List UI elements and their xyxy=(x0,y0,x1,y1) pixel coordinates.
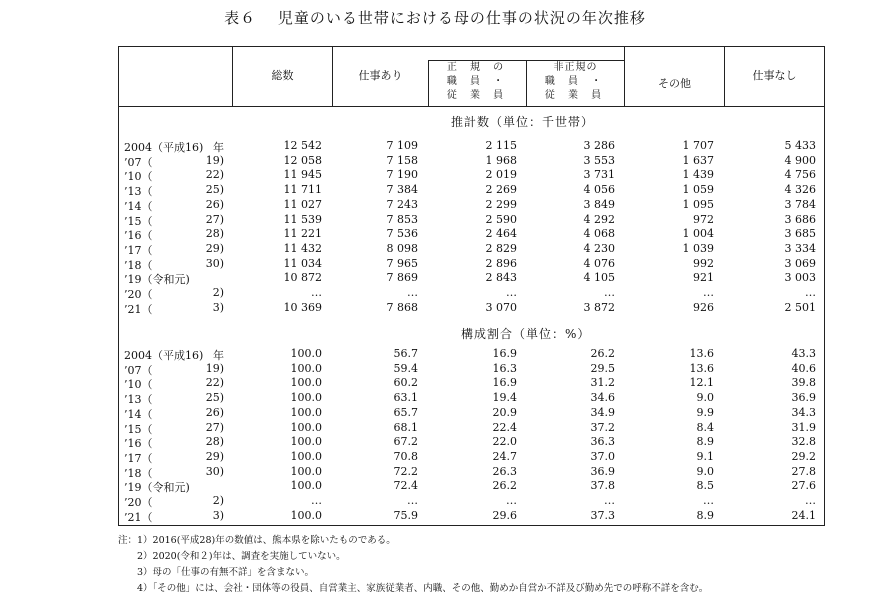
row-year-main: ’16（ xyxy=(124,437,153,451)
cell-not-working: 5 433 xyxy=(784,139,816,152)
column-header-not-working: 仕事なし xyxy=(752,69,797,82)
cell-nonregular: 3 553 xyxy=(583,153,615,167)
row-year-era: 3) xyxy=(212,300,224,314)
table-title-text: 児童のいる世帯における母の仕事の状況の年次推移 xyxy=(277,9,646,27)
cell-nonregular: 37.3 xyxy=(590,508,615,522)
row-year-label xyxy=(124,139,224,153)
cell-not-working: 3 003 xyxy=(784,271,816,285)
footnote-4: 4）「その他」には、会社・団体等の役員、自営業主、家族従業者、内職、その他、勤めか自営か不詳及び勤め先での呼称不詳を含む。 xyxy=(118,583,709,594)
cell-not-working: 36.9 xyxy=(791,391,816,405)
row-year-label xyxy=(124,391,224,405)
row-year-label xyxy=(124,421,224,435)
cell-working: 63.1 xyxy=(393,391,418,405)
bottom-rule xyxy=(118,525,825,526)
cell-other: 921 xyxy=(693,271,714,285)
cell-nonregular: 3 872 xyxy=(583,300,615,314)
cell-working: 72.2 xyxy=(393,464,418,478)
cell-total: 10 369 xyxy=(283,300,322,314)
cell-other: 1 439 xyxy=(682,168,714,182)
cell-working: 7 868 xyxy=(386,300,418,314)
row-year-label xyxy=(124,286,224,300)
cell-regular: 26.3 xyxy=(492,464,517,478)
cell-other: 13.6 xyxy=(689,361,714,375)
row-year-era: 29) xyxy=(205,241,224,255)
cell-regular: 2 464 xyxy=(485,227,517,241)
cell-other: 8.4 xyxy=(696,420,714,434)
cell-not-working: 39.8 xyxy=(791,376,816,390)
cell-total: 100.0 xyxy=(290,464,322,478)
cell-not-working: 4 900 xyxy=(784,153,816,167)
vertical-rule-left xyxy=(118,46,119,526)
cell-total: 100.0 xyxy=(290,405,322,419)
column-header-working: 仕事あり xyxy=(358,69,403,82)
cell-total: 12 058 xyxy=(283,153,322,167)
row-year-main: ’21（ xyxy=(124,302,153,316)
row-year-main: ’20（ xyxy=(124,288,153,301)
cell-other: 1 004 xyxy=(682,227,714,241)
row-year-label xyxy=(124,494,224,508)
row-year-label xyxy=(124,271,224,285)
section-heading-composition: 構成割合（単位：%） xyxy=(461,327,591,341)
cell-other: 12.1 xyxy=(689,376,714,390)
cell-other: 1 637 xyxy=(682,153,714,167)
row-year-era: 19) xyxy=(205,153,224,167)
cell-not-working: 27.6 xyxy=(791,479,816,493)
cell-total: 11 221 xyxy=(283,227,322,241)
row-year-main: ’14（ xyxy=(124,199,153,213)
cell-other: 8.9 xyxy=(696,508,714,522)
row-year-label xyxy=(124,362,224,376)
cell-not-working: 4 756 xyxy=(784,168,816,182)
cell-regular: 22.4 xyxy=(492,420,517,434)
cell-other: 9.0 xyxy=(696,391,714,405)
column-header-nonregular-line-3: 従 業 員 xyxy=(544,90,607,101)
cell-other: 1 039 xyxy=(682,241,714,255)
cell-not-working: 3 784 xyxy=(784,197,816,211)
cell-regular: 22.0 xyxy=(492,435,517,449)
cell-not-working: 29.2 xyxy=(791,449,816,463)
row-year-label xyxy=(124,227,224,241)
column-header-nonregular-line-1: 非正規の xyxy=(553,62,598,73)
cell-total: 100.0 xyxy=(290,435,322,449)
cell-nonregular: 4 076 xyxy=(583,256,615,270)
cell-working: 7 243 xyxy=(386,197,418,211)
cell-other: 8.5 xyxy=(696,479,714,493)
row-year-main: ’15（ xyxy=(124,214,153,228)
footnote-2: 2）2020(令和２)年は、調査を実施していない。 xyxy=(118,551,346,562)
cell-not-working: 34.3 xyxy=(791,405,816,419)
cell-working: 75.9 xyxy=(393,508,418,522)
table-number: 表６ xyxy=(224,9,257,27)
row-year-label xyxy=(124,213,224,227)
cell-not-working: 3 069 xyxy=(784,256,816,270)
row-year-label xyxy=(124,465,224,479)
row-year-era: 2) xyxy=(212,286,224,299)
cell-regular: 2 896 xyxy=(485,256,517,270)
cell-regular: 24.7 xyxy=(492,449,517,463)
cell-other: 9.9 xyxy=(696,405,714,419)
cell-not-working: 3 334 xyxy=(784,241,816,255)
cell-working: 65.7 xyxy=(393,405,418,419)
cell-total: 10 872 xyxy=(283,271,322,285)
column-header-regular-employee xyxy=(429,62,526,101)
cell-working: 7 536 xyxy=(386,227,418,241)
row-year-era: 年 xyxy=(213,349,224,362)
cell-regular: 29.6 xyxy=(492,508,517,522)
row-year-main: ’15（ xyxy=(124,422,153,436)
cell-regular: 20.9 xyxy=(492,405,517,419)
cell-nonregular: 4 105 xyxy=(583,271,615,285)
cell-other: 9.0 xyxy=(696,464,714,478)
row-year-era: 22) xyxy=(205,168,224,182)
row-year-label xyxy=(124,450,224,464)
cell-total: 100.0 xyxy=(290,391,322,405)
cell-not-working: 32.8 xyxy=(791,435,816,449)
footnotes xyxy=(118,533,708,597)
row-year-main: ’19（令和元) xyxy=(124,273,190,287)
cell-not-working: 40.6 xyxy=(791,361,816,375)
row-year-main: ’07（ xyxy=(124,363,153,377)
cell-regular: 2 590 xyxy=(485,212,517,226)
row-year-label xyxy=(124,198,224,212)
header-bottom-rule xyxy=(118,106,825,107)
cell-nonregular: … xyxy=(604,286,615,299)
cell-working: 70.8 xyxy=(393,449,418,463)
row-year-main: ’18（ xyxy=(124,466,153,480)
cell-not-working: 3 685 xyxy=(784,227,816,241)
row-year-era: 26) xyxy=(205,405,224,419)
cell-not-working: 4 326 xyxy=(784,183,816,197)
cell-regular: 19.4 xyxy=(492,391,517,405)
cell-not-working: 3 686 xyxy=(784,212,816,226)
cell-nonregular: 26.2 xyxy=(590,347,615,360)
cell-total: 100.0 xyxy=(290,361,322,375)
cell-nonregular: 3 731 xyxy=(583,168,615,182)
cell-working: 7 965 xyxy=(386,256,418,270)
section-heading-estimates: 推計数（単位：千世帯） xyxy=(451,115,595,129)
cell-other: 9.1 xyxy=(696,449,714,463)
cell-regular: 26.2 xyxy=(492,479,517,493)
cell-nonregular: 4 292 xyxy=(583,212,615,226)
cell-total: 100.0 xyxy=(290,479,322,493)
cell-other: 926 xyxy=(693,300,714,314)
cell-total: 11 945 xyxy=(283,168,322,182)
row-year-main: ’20（ xyxy=(124,496,153,509)
row-year-main: ’14（ xyxy=(124,407,153,421)
cell-working: … xyxy=(407,286,418,299)
row-year-label xyxy=(124,376,224,390)
cell-not-working: 2 501 xyxy=(784,300,816,314)
cell-working: 67.2 xyxy=(393,435,418,449)
row-year-label xyxy=(124,479,224,493)
row-year-main: ’17（ xyxy=(124,243,153,257)
cell-nonregular: 36.3 xyxy=(590,435,615,449)
row-year-main: ’17（ xyxy=(124,451,153,465)
cell-nonregular: 34.6 xyxy=(590,391,615,405)
row-year-era: 27) xyxy=(205,212,224,226)
cell-other: 13.6 xyxy=(689,347,714,360)
cell-total: 11 539 xyxy=(283,212,322,226)
table-title xyxy=(0,7,870,28)
row-year-era: 30) xyxy=(205,464,224,478)
cell-nonregular: 4 068 xyxy=(583,227,615,241)
row-year-main: 2004（平成16) xyxy=(124,349,204,362)
cell-total: 100.0 xyxy=(290,508,322,522)
cell-total: 11 711 xyxy=(283,183,322,197)
cell-regular: 16.9 xyxy=(492,376,517,390)
row-year-era: 26) xyxy=(205,197,224,211)
row-year-era: 28) xyxy=(205,227,224,241)
row-year-era: 25) xyxy=(205,183,224,197)
cell-total: 11 034 xyxy=(283,256,322,270)
cell-nonregular: 3 286 xyxy=(583,139,615,152)
row-year-main: ’13（ xyxy=(124,393,153,407)
cell-other: … xyxy=(703,286,714,299)
vertical-rule-right xyxy=(824,46,825,526)
row-year-label xyxy=(124,154,224,168)
row-year-main: ’07（ xyxy=(124,155,153,169)
cell-other: 1 707 xyxy=(682,139,714,152)
cell-nonregular: 3 849 xyxy=(583,197,615,211)
cell-nonregular: 31.2 xyxy=(590,376,615,390)
row-year-label xyxy=(124,435,224,449)
row-year-era: 3) xyxy=(212,508,224,522)
row-year-era: 29) xyxy=(205,449,224,463)
cell-working: 68.1 xyxy=(393,420,418,434)
cell-regular: 16.9 xyxy=(492,347,517,360)
cell-working: 7 853 xyxy=(386,212,418,226)
cell-total: 100.0 xyxy=(290,347,322,360)
cell-regular: 2 269 xyxy=(485,183,517,197)
cell-regular: 1 968 xyxy=(485,153,517,167)
row-year-era: 25) xyxy=(205,391,224,405)
cell-working: 60.2 xyxy=(393,376,418,390)
row-year-main: ’21（ xyxy=(124,510,153,524)
cell-working: … xyxy=(407,494,418,507)
row-year-era: 年 xyxy=(213,141,224,154)
cell-other: 1 059 xyxy=(682,183,714,197)
cell-working: 72.4 xyxy=(393,479,418,493)
row-year-label xyxy=(124,509,224,523)
cell-not-working: … xyxy=(805,286,816,299)
footnote-1: 注：1）2016(平成28)年の数値は、熊本県を除いたものである。 xyxy=(118,535,396,546)
row-year-main: ’13（ xyxy=(124,185,153,199)
column-header-regular-line-1: 正 規 の xyxy=(446,62,509,73)
cell-regular: … xyxy=(506,286,517,299)
cell-not-working: 24.1 xyxy=(791,508,816,522)
row-year-label xyxy=(124,242,224,256)
top-rule xyxy=(118,46,825,47)
column-header-other: その他 xyxy=(658,77,691,90)
cell-working: 7 190 xyxy=(386,168,418,182)
column-header-nonregular-employee xyxy=(527,62,624,101)
cell-working: 7 158 xyxy=(386,153,418,167)
cell-not-working: 27.8 xyxy=(791,464,816,478)
row-year-label xyxy=(124,257,224,271)
cell-not-working: 43.3 xyxy=(791,347,816,360)
row-year-main: ’10（ xyxy=(124,170,153,184)
row-year-main: 2004（平成16) xyxy=(124,141,204,154)
cell-nonregular: 36.9 xyxy=(590,464,615,478)
row-year-label xyxy=(124,301,224,315)
row-year-era: 19) xyxy=(205,361,224,375)
row-year-era: 22) xyxy=(205,376,224,390)
row-year-main: ’10（ xyxy=(124,378,153,392)
cell-nonregular: 37.0 xyxy=(590,449,615,463)
cell-other: 992 xyxy=(693,256,714,270)
cell-nonregular: 37.2 xyxy=(590,420,615,434)
column-header-total: 総数 xyxy=(271,69,294,82)
cell-other: 1 095 xyxy=(682,197,714,211)
cell-total: 11 027 xyxy=(283,197,322,211)
cell-regular: 2 019 xyxy=(485,168,517,182)
cell-regular: 2 829 xyxy=(485,241,517,255)
cell-regular: 16.3 xyxy=(492,361,517,375)
row-year-era: 28) xyxy=(205,435,224,449)
cell-total: 100.0 xyxy=(290,420,322,434)
cell-total: … xyxy=(311,494,322,507)
cell-regular: … xyxy=(506,494,517,507)
cell-nonregular: … xyxy=(604,494,615,507)
row-year-label xyxy=(124,168,224,182)
cell-working: 56.7 xyxy=(393,347,418,360)
cell-nonregular: 37.8 xyxy=(590,479,615,493)
column-header-nonregular-line-2: 職 員 ・ xyxy=(544,76,607,87)
cell-total: 12 542 xyxy=(283,139,322,152)
cell-regular: 2 115 xyxy=(485,139,517,152)
cell-not-working: … xyxy=(805,494,816,507)
row-year-label xyxy=(124,183,224,197)
cell-total: 11 432 xyxy=(283,241,322,255)
cell-working: 7 109 xyxy=(386,139,418,152)
cell-working: 8 098 xyxy=(386,241,418,255)
column-header-regular-line-2: 職 員 ・ xyxy=(446,76,509,87)
row-year-main: ’16（ xyxy=(124,229,153,243)
row-year-label xyxy=(124,347,224,361)
cell-nonregular: 34.9 xyxy=(590,405,615,419)
cell-working: 7 869 xyxy=(386,271,418,285)
cell-regular: 3 070 xyxy=(485,300,517,314)
cell-other: 8.9 xyxy=(696,435,714,449)
cell-total: 100.0 xyxy=(290,376,322,390)
cell-not-working: 31.9 xyxy=(791,420,816,434)
footnote-3: 3）母の「仕事の有無不詳」を含まない。 xyxy=(118,567,315,578)
cell-nonregular: 29.5 xyxy=(590,361,615,375)
cell-working: 59.4 xyxy=(393,361,418,375)
cell-nonregular: 4 056 xyxy=(583,183,615,197)
cell-other: 972 xyxy=(693,212,714,226)
cell-regular: 2 843 xyxy=(485,271,517,285)
column-header-regular-line-3: 従 業 員 xyxy=(446,90,509,101)
row-year-main: ’18（ xyxy=(124,258,153,272)
cell-total: … xyxy=(311,286,322,299)
cell-regular: 2 299 xyxy=(485,197,517,211)
cell-nonregular: 4 230 xyxy=(583,241,615,255)
row-year-main: ’19（令和元) xyxy=(124,481,190,495)
row-year-label xyxy=(124,406,224,420)
cell-other: … xyxy=(703,494,714,507)
row-year-era: 27) xyxy=(205,420,224,434)
cell-total: 100.0 xyxy=(290,449,322,463)
row-year-era: 30) xyxy=(205,256,224,270)
cell-working: 7 384 xyxy=(386,183,418,197)
row-year-era: 2) xyxy=(212,494,224,507)
